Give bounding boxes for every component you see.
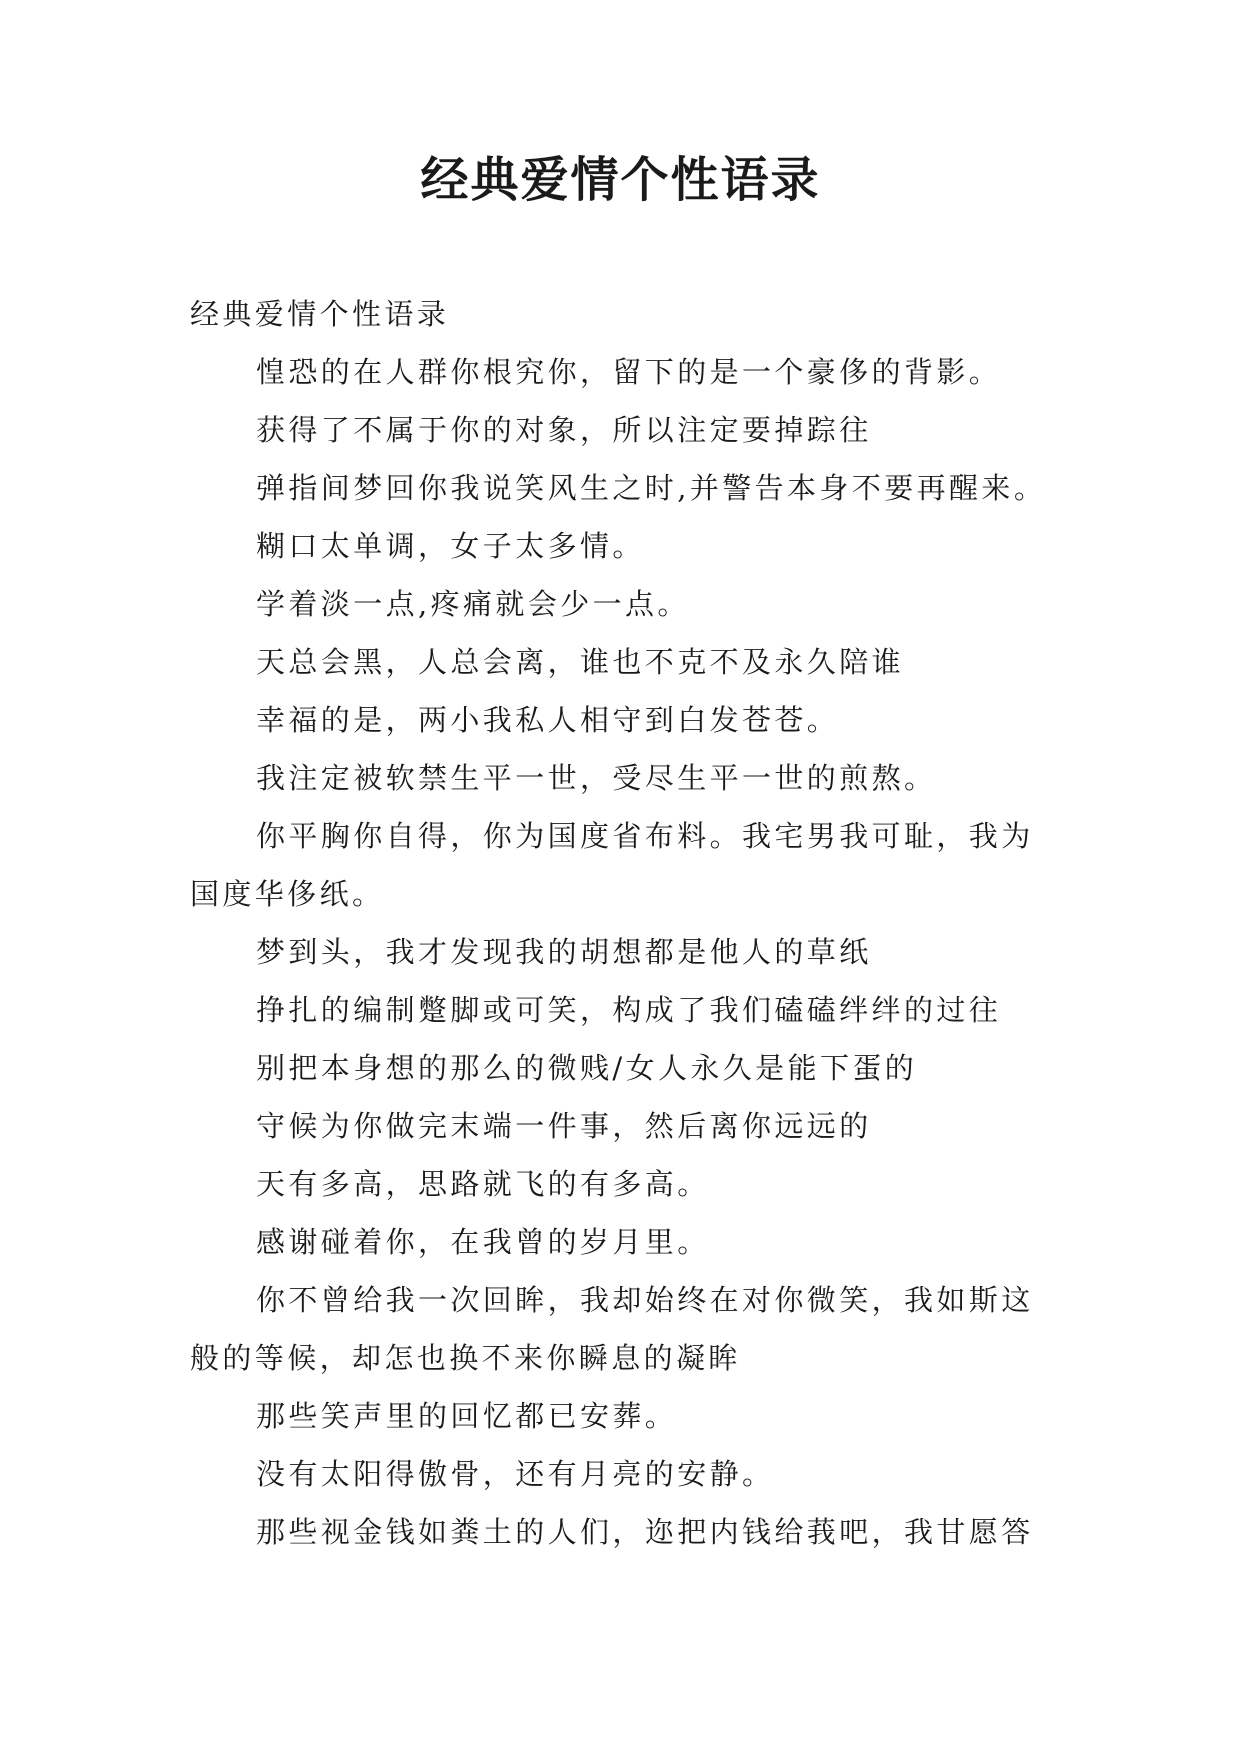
document-title: 经典爱情个性语录	[420, 152, 821, 208]
text-line: 国度华侈纸。	[190, 877, 385, 911]
document-body	[190, 285, 1052, 1561]
text-line: 感谢碰着你，在我曾的岁月里。	[256, 1225, 710, 1259]
text-line: 挣扎的编制蹩脚或可笑，构成了我们磕磕绊绊的过往	[256, 993, 1002, 1027]
text-line: 幸福的是，两小我私人相守到白发苍苍。	[256, 703, 840, 737]
text-line: 别把本身想的那么的微贱/女人永久是能下蛋的	[256, 1051, 918, 1085]
text-line: 梦到头，我才发现我的胡想都是他人的草纸	[256, 935, 872, 969]
text-line: 我注定被软禁生平一世，受尽生平一世的煎熬。	[256, 761, 937, 795]
text-line: 没有太阳得傲骨，还有月亮的安静。	[256, 1457, 775, 1491]
text-line: 守候为你做完末端一件事，然后离你远远的	[256, 1109, 872, 1143]
text-line: 那些笑声里的回忆都已安葬。	[256, 1399, 678, 1433]
text-line: 获得了不属于你的对象，所以注定要掉踪往	[256, 413, 872, 447]
text-line: 糊口太单调，女子太多情。	[256, 529, 645, 563]
text-line: 那些视金钱如粪土的人们，迩把内钱给莪吧，我甘愿答	[256, 1515, 1034, 1549]
text-line: 学着淡一点,疼痛就会少一点。	[256, 587, 690, 621]
text-line: 惶恐的在人群你根究你，留下的是一个豪侈的背影。	[256, 355, 1002, 389]
text-line: 天有多高，思路就飞的有多高。	[256, 1167, 710, 1201]
text-line: 弹指间梦回你我说笑风生之时,并警告本身不要再醒来。	[256, 471, 1047, 505]
text-line: 般的等候，却怎也换不来你瞬息的凝眸	[190, 1341, 741, 1375]
text-line: 你不曾给我一次回眸，我却始终在对你微笑，我如斯这	[256, 1283, 1034, 1317]
text-line: 天总会黑，人总会离，谁也不克不及永久陪谁	[256, 645, 905, 679]
document-subtitle: 经典爱情个性语录	[190, 297, 450, 331]
text-line: 你平胸你自得，你为国度省布料。我宅男我可耻，我为	[256, 819, 1034, 853]
